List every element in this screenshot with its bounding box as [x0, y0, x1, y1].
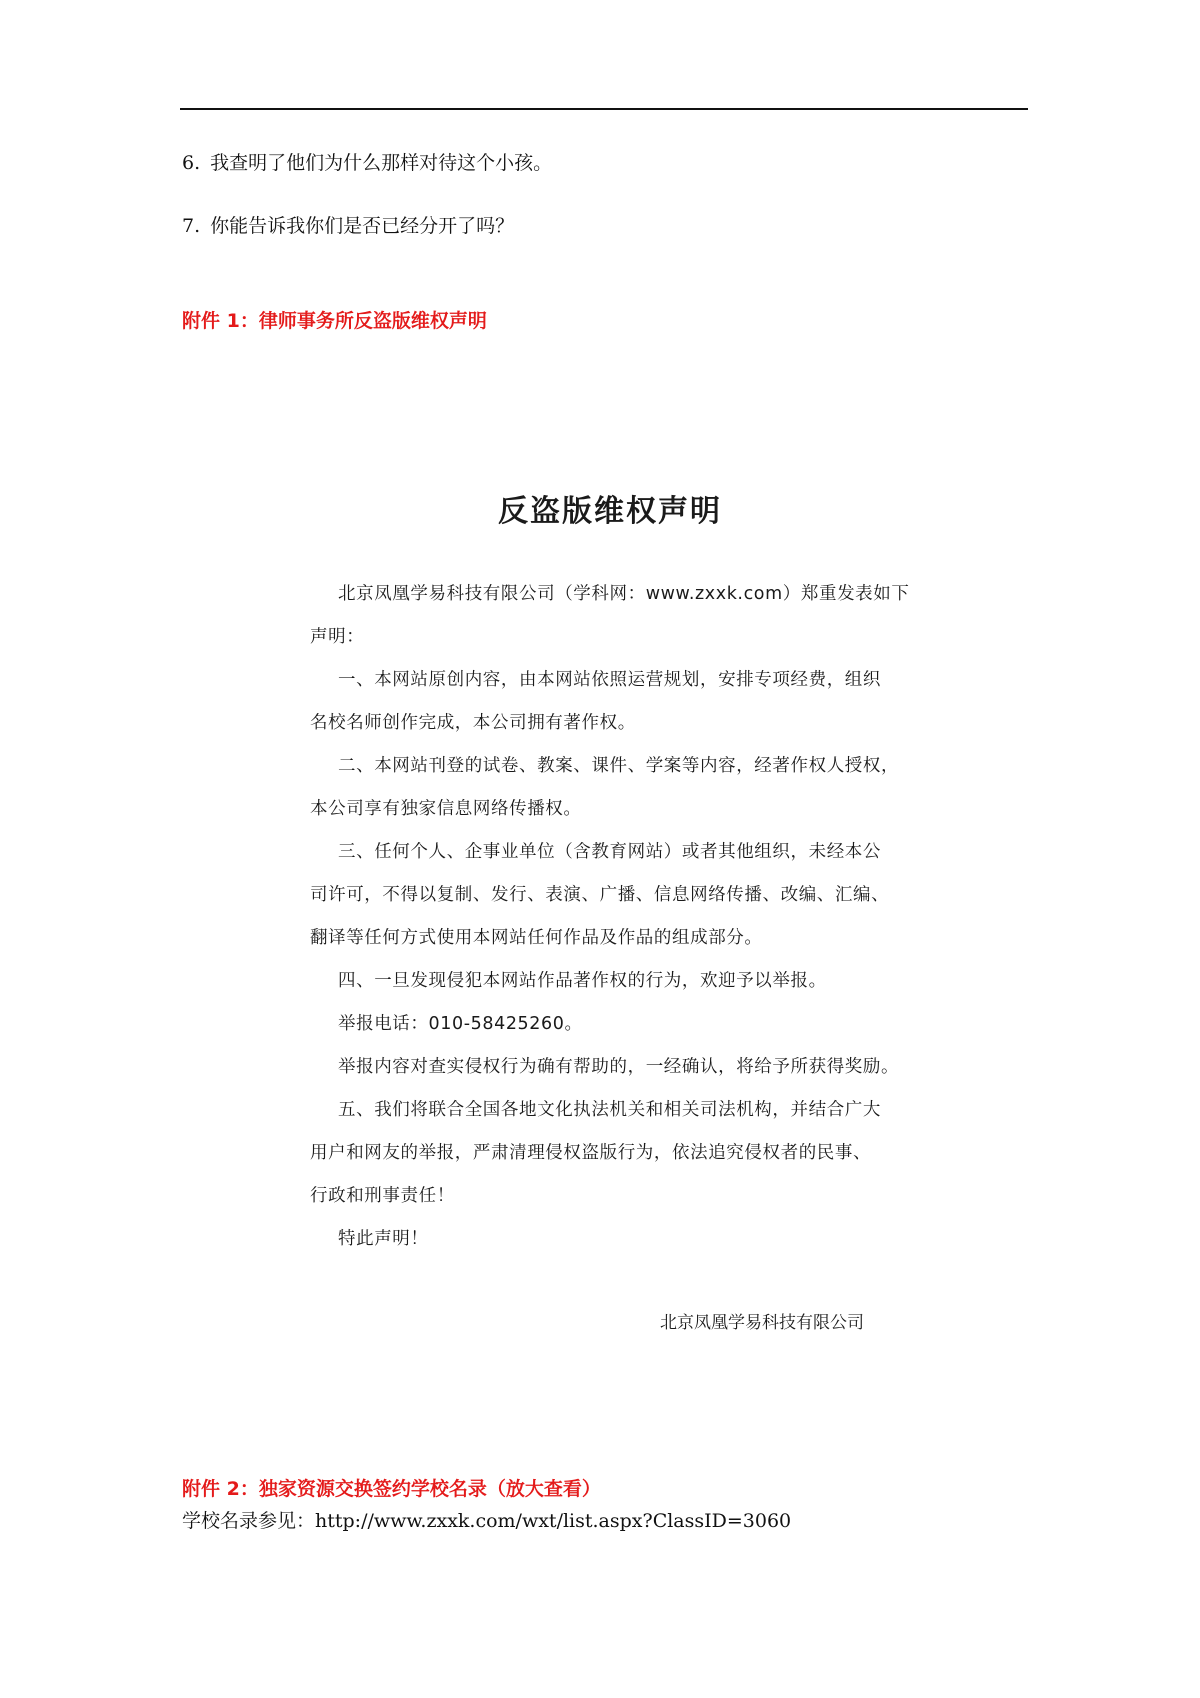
- school-list-note: [182, 1508, 791, 1534]
- statement-line: 三、任何个人、企事业单位（含教育网站）或者其他组织，未经本公: [338, 842, 881, 862]
- school-list-link[interactable]: http://www.zxxk.com/wxt/list.aspx?ClassID=3060: [315, 1510, 792, 1532]
- school-list-label: 学校名录参见：: [182, 1510, 316, 1532]
- attachment-1-title: 附件 1：律师事务所反盗版维权声明: [182, 310, 487, 332]
- question-text: 我查明了他们为什么那样对待这个小孩。: [210, 152, 553, 174]
- statement-line: 声明：: [310, 627, 365, 647]
- question-6: [182, 150, 552, 176]
- statement-line: 用户和网友的举报，严肃清理侵权盗版行为，依法追究侵权者的民事、: [310, 1143, 872, 1163]
- statement-line: 二、本网站刊登的试卷、教案、课件、学案等内容，经著作权人授权，: [338, 756, 900, 776]
- question-number: 6.: [182, 152, 201, 174]
- statement-line: 举报电话：010-58425260。: [338, 1014, 583, 1034]
- statement-title: 反盗版维权声明: [498, 494, 722, 529]
- statement-line: 四、一旦发现侵犯本网站作品著作权的行为，欢迎予以举报。: [338, 971, 827, 991]
- statement-line: 行政和刑事责任！: [310, 1186, 455, 1206]
- statement-line: 特此声明！: [338, 1229, 429, 1249]
- question-7: [182, 213, 514, 239]
- statement-line: 五、我们将联合全国各地文化执法机关和相关司法机构，并结合广大: [338, 1100, 881, 1120]
- top-divider: [180, 108, 1028, 110]
- statement-line: 举报内容对查实侵权行为确有帮助的，一经确认，将给予所获得奖励。: [338, 1057, 900, 1077]
- question-text: 你能告诉我你们是否已经分开了吗？: [210, 215, 515, 237]
- statement-signature: 北京凤凰学易科技有限公司: [660, 1313, 864, 1333]
- statement-line: 名校名师创作完成，本公司拥有著作权。: [310, 713, 636, 733]
- statement-line: 一、本网站原创内容，由本网站依照运营规划，安排专项经费，组织: [338, 670, 881, 690]
- anti-piracy-statement-image: [300, 470, 960, 1350]
- statement-line: 北京凤凰学易科技有限公司（学科网：www.zxxk.com）郑重发表如下: [338, 584, 910, 604]
- statement-line: 司许可，不得以复制、发行、表演、广播、信息网络传播、改编、汇编、: [310, 885, 890, 905]
- statement-line: 翻译等任何方式使用本网站任何作品及作品的组成部分。: [310, 928, 763, 948]
- statement-line: 本公司享有独家信息网络传播权。: [310, 799, 582, 819]
- attachment-2-title: 附件 2：独家资源交换签约学校名录（放大查看）: [182, 1478, 601, 1500]
- question-number: 7.: [182, 215, 201, 237]
